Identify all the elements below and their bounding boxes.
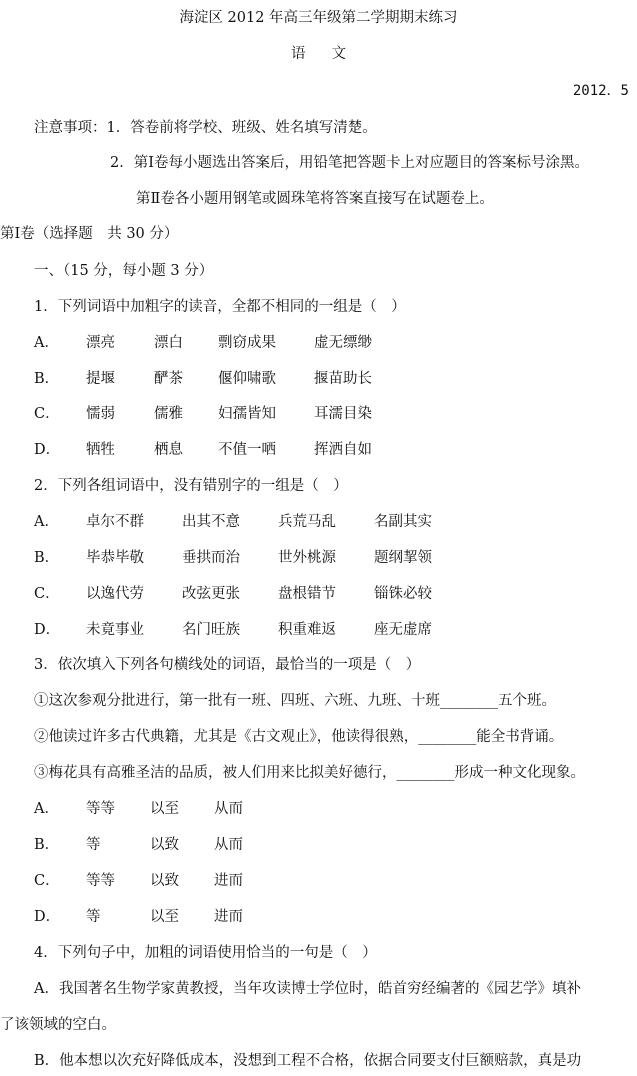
part-heading: 第Ⅰ卷（选择题 共 30 分） [0, 226, 179, 242]
question-3-option-d: D． 等 以至 进而 [34, 909, 243, 925]
question-3-sentence-3: ③梅花具有高雅圣洁的品质，被人们用来比拟美好德行，________形成一种文化现象。 [34, 765, 585, 781]
question-2-option-b: B． 毕恭毕敬 垂拱而治 世外桃源 题纲挈领 [34, 550, 432, 566]
question-3-option-c: C． 等等 以致 进而 [34, 873, 243, 889]
notice-line-3: 第Ⅱ卷各小题用钢笔或圆珠笔将答案直接写在试题卷上。 [136, 191, 494, 207]
question-3-option-b: B． 等 以致 从而 [34, 837, 243, 853]
section-heading: 一、（15 分，每小题 3 分） [34, 263, 214, 279]
question-1-option-c: C． 懦弱 儒雅 妇孺皆知 耳濡目染 [34, 406, 372, 422]
question-4-option-b-line-1: B．他本想以次充好降低成本，没想到工程不合格，依据合同要支付巨额赔款，真是功 [34, 1053, 582, 1069]
exam-title: 海淀区 2012 年高三年级第二学期期末练习 [179, 10, 458, 26]
question-2-option-d: D． 未竟事业 名门旺族 积重难返 座无虚席 [34, 622, 432, 638]
subject-title: 语文 [291, 46, 372, 62]
question-1-option-a: A． 漂亮 漂白 剽窃成果 虚无缥缈 [34, 335, 372, 351]
question-1-stem: 1．下列词语中加粗字的读音，全都不相同的一组是（ ） [34, 299, 406, 315]
question-4-option-a-line-2: 了该领域的空白。 [0, 1017, 116, 1033]
question-3-sentence-2: ②他读过许多古代典籍，尤其是《古文观止》，他读得很熟，________能全书背诵。 [34, 729, 564, 745]
exam-date: 2012．5 [572, 83, 629, 99]
question-3-stem: 3．依次填入下列各句横线处的词语，最恰当的一项是（ ） [34, 657, 421, 673]
notice-line-2: 2．第Ⅰ卷每小题选出答案后，用铅笔把答题卡上对应题目的答案标号涂黑。 [110, 155, 589, 171]
question-4-stem: 4．下列句子中，加粗的词语使用恰当的一句是（ ） [34, 945, 377, 961]
question-2-stem: 2．下列各组词语中，没有错别字的一组是（ ） [34, 478, 348, 494]
question-1-option-b: B． 提堰 酽茶 偃仰啸歌 揠苗助长 [34, 371, 372, 387]
question-2-option-a: A． 卓尔不群 出其不意 兵荒马乱 名副其实 [34, 514, 432, 530]
question-3-option-a: A． 等等 以至 从而 [34, 801, 243, 817]
question-3-sentence-1: ①这次参观分批进行，第一批有一班、四班、六班、九班、十班________五个班。 [34, 693, 556, 709]
question-1-option-d: D． 牺牲 栖息 不值一哂 挥洒自如 [34, 442, 372, 458]
notice-line-1: 注意事项：1．答卷前将学校、班级、姓名填写清楚。 [34, 120, 377, 136]
question-2-option-c: C． 以逸代劳 改弦更张 盘根错节 锱铢必较 [34, 586, 432, 602]
question-4-option-a-line-1: A．我国著名生物学家黄教授，当年攻读博士学位时，皓首穷经编著的《园艺学》填补 [34, 981, 581, 997]
